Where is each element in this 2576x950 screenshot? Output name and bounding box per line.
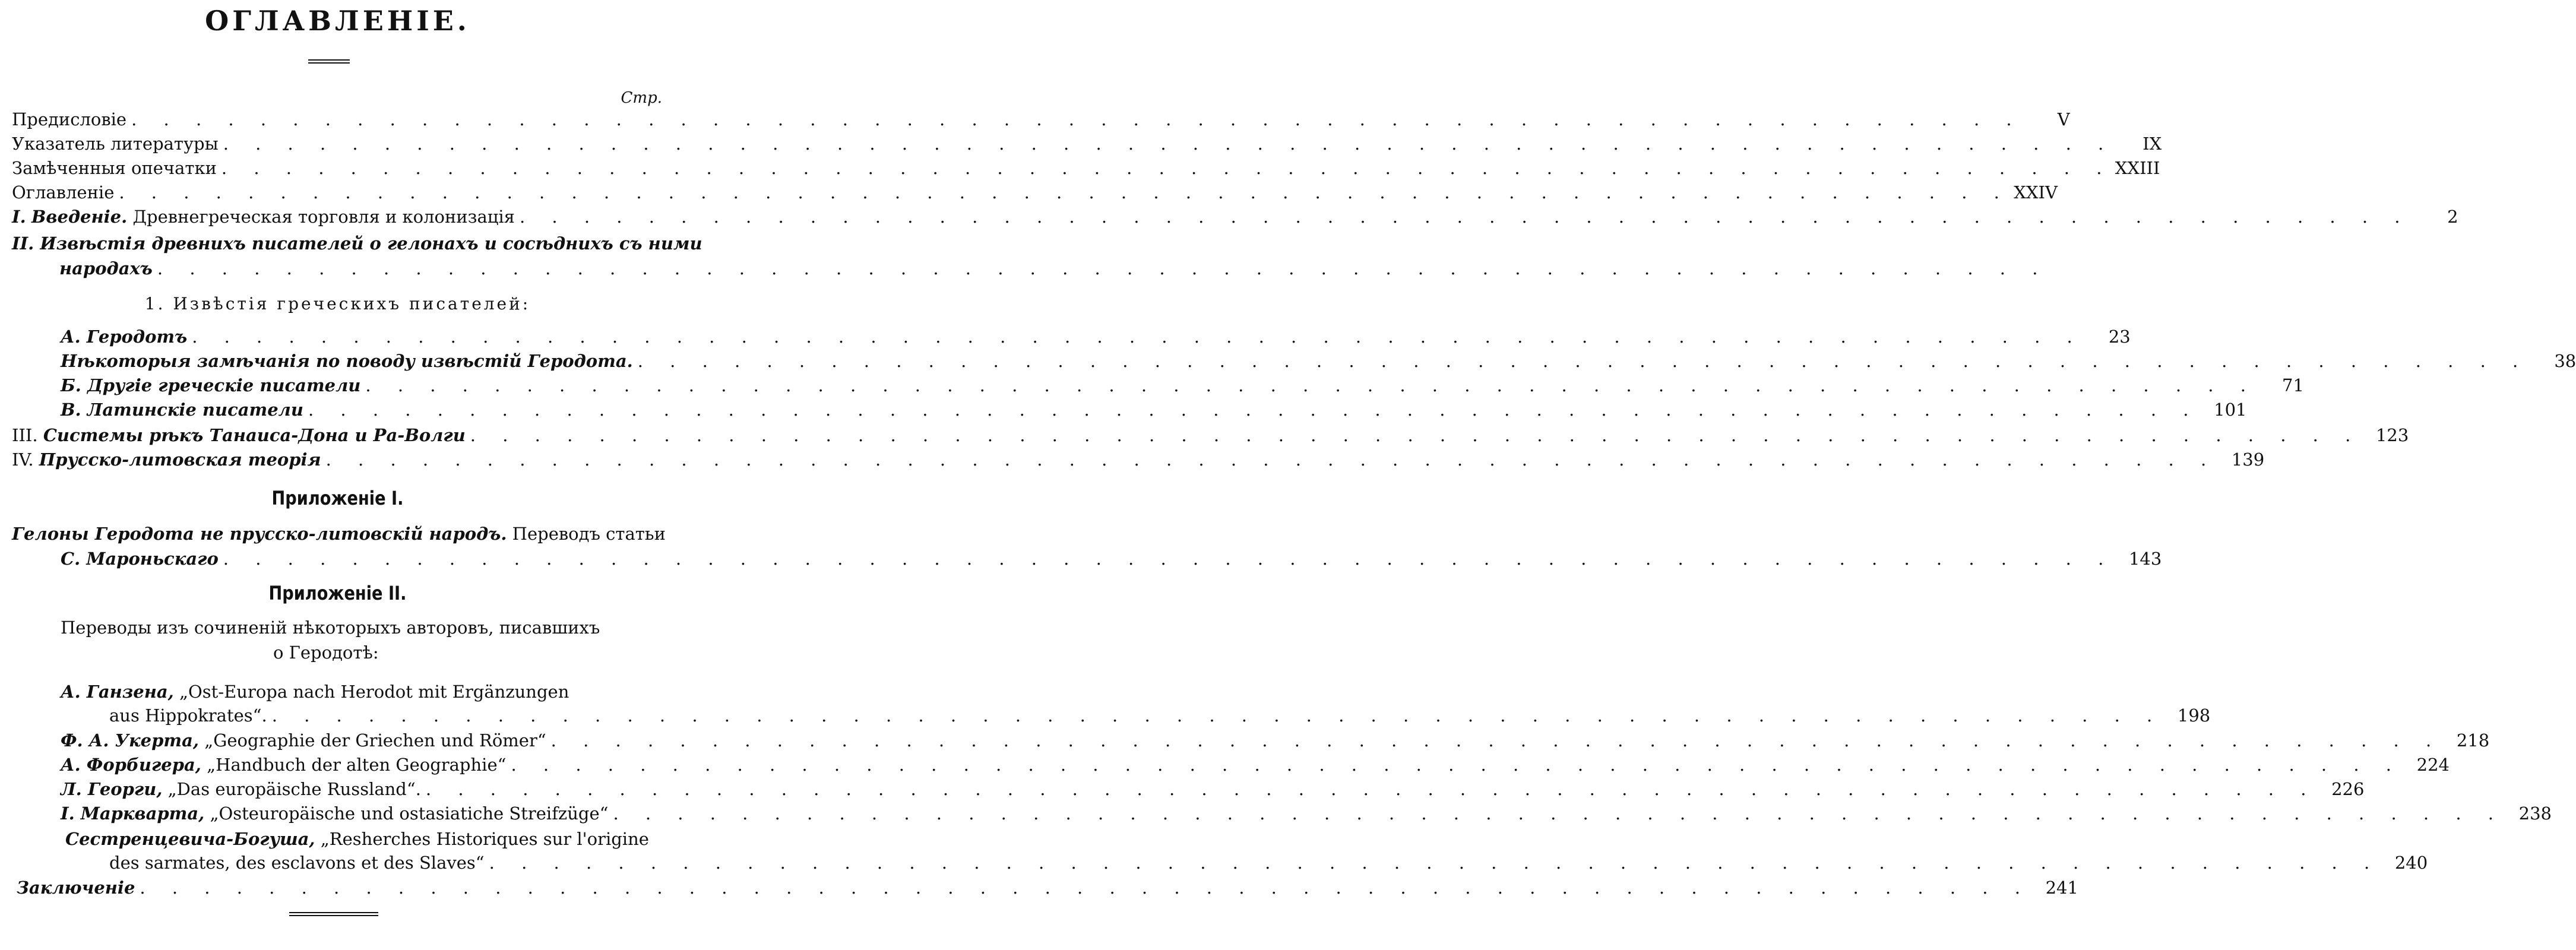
toc-entry-errata xyxy=(12,158,2160,179)
entry-page: 241 xyxy=(2045,878,2078,898)
toc-entry-appendix-1 xyxy=(61,549,2162,570)
toc-entry-conclusion xyxy=(17,878,2078,899)
entry-page: XXIII xyxy=(2115,158,2160,178)
entry-title-cont: des sarmates, des esclavons et des Slaves“ xyxy=(109,853,485,873)
entry-page: 23 xyxy=(2108,327,2131,347)
entry-label: Нѣкоторыя замѣчанія по поводу извѣстій Геродота. xyxy=(61,351,633,371)
toc-entry-forbiger xyxy=(61,755,2450,776)
toc-entry-georgi xyxy=(61,779,2365,800)
entry-page: 38 xyxy=(2554,351,2576,371)
toc-entry-preface xyxy=(12,109,2070,131)
entry-page: 224 xyxy=(2416,755,2450,775)
end-divider xyxy=(289,912,378,916)
page-title: ОГЛАВЛЕНІЕ. xyxy=(205,5,470,37)
entry-label: Оглавленіе xyxy=(12,182,115,202)
entry-page: 71 xyxy=(2282,375,2304,395)
leader-dots xyxy=(217,158,2113,178)
chapter-title: Системы рѣкъ Танаиса-Дона и Ра-Волги xyxy=(43,425,466,445)
entry-label: Указатель литературы xyxy=(12,134,219,154)
entry-title: „Handbuch der alten Geographie“ xyxy=(207,755,507,775)
toc-entry-hansen xyxy=(61,682,569,702)
toc-entry-latin-writers xyxy=(61,400,2247,421)
chapter-title-cont: народахъ xyxy=(59,258,153,278)
appendix-2-intro: Переводы изъ сочиненій нѣкоторыхъ авторовъ, писавшихъ xyxy=(61,618,600,638)
appendix-1-title: Гелоны Геродота не прусско-литовскій народъ. xyxy=(12,524,507,544)
leader-dots xyxy=(219,549,2115,569)
entry-author: Сестренцевича-Богуша, xyxy=(65,829,315,849)
entry-title: „Geographie der Griechen und Römer“ xyxy=(204,730,546,750)
entry-label: С. Мароньскаго xyxy=(61,549,219,569)
toc-entry-siestrzencewicz xyxy=(65,829,649,849)
toc-entry-chapter-3 xyxy=(12,425,2409,446)
entry-page: 218 xyxy=(2456,730,2490,750)
entry-label: А. Геродотъ xyxy=(61,327,188,347)
chapter-number: IV. xyxy=(12,449,34,470)
chapter-subtitle: Древнегреческая торговля и колонизація xyxy=(132,207,515,227)
appendix-2-intro-cont: о Геродотѣ: xyxy=(273,642,379,663)
toc-entry-chapter-2-cont xyxy=(59,258,662,280)
leader-dots xyxy=(303,400,2200,420)
toc-entry-ukert xyxy=(61,730,2490,752)
leader-dots xyxy=(187,327,2083,347)
entry-page: 238 xyxy=(2518,803,2552,824)
entry-author: А. Форбигера, xyxy=(61,755,201,775)
toc-entry-contents xyxy=(12,182,2058,204)
section-subheading: 1. Извѣстія греческихъ писателей: xyxy=(144,294,531,314)
entry-page: 143 xyxy=(2128,549,2162,569)
leader-dots xyxy=(421,779,2317,799)
title-divider xyxy=(308,59,350,64)
entry-page: 101 xyxy=(2214,400,2247,420)
leader-dots xyxy=(321,449,2217,470)
toc-entry-hansen-cont xyxy=(109,705,2211,727)
chapter-title: Извѣстія древнихъ писателей о гелонахъ и сосѣднихъ съ ними xyxy=(40,233,702,254)
leader-dots xyxy=(608,803,2504,824)
entry-page: 139 xyxy=(2231,449,2265,470)
entry-page: XXIV xyxy=(2014,182,2058,202)
toc-entry-chapter-2 xyxy=(12,233,702,254)
chapter-title: Введеніе. xyxy=(31,207,128,227)
entry-page: V xyxy=(2057,109,2070,129)
entry-title: „Resherches Historiques sur l'origine xyxy=(320,829,649,849)
chapter-number: III. xyxy=(12,425,38,445)
leader-dots xyxy=(506,755,2402,775)
entry-author: Л. Георги, xyxy=(61,779,163,799)
leader-dots xyxy=(546,730,2442,750)
appendix-2-heading: Приложеніе II. xyxy=(268,582,407,604)
leader-dots xyxy=(267,705,2163,726)
page-column-header: Стр. xyxy=(621,89,662,107)
entry-title: „Ost-Europa nach Herodot mit Ergänzungen xyxy=(179,682,569,702)
leader-dots xyxy=(219,134,2115,154)
leader-dots xyxy=(633,351,2529,371)
leader-dots xyxy=(153,258,2049,278)
leader-dots xyxy=(360,375,2257,395)
toc-entry-chapter-4 xyxy=(12,449,2265,471)
toc-entry-literature xyxy=(12,134,2162,155)
entry-page: 123 xyxy=(2375,425,2409,445)
leader-dots xyxy=(485,853,2381,873)
entry-page: 226 xyxy=(2331,779,2365,799)
leader-dots xyxy=(135,878,2031,898)
entry-title-cont: aus Hippokrates“. xyxy=(109,705,267,726)
entry-author: І. Маркварта, xyxy=(61,803,205,824)
entry-page: 240 xyxy=(2394,853,2428,873)
entry-label: Замѣченныя опечатки xyxy=(12,158,217,178)
chapter-number: I. xyxy=(12,207,26,227)
chapter-number: II. xyxy=(12,233,34,254)
entry-title: „Das europäische Russland“. xyxy=(167,779,421,799)
leader-dots xyxy=(515,207,2411,227)
toc-entry-siestrzencewicz-cont xyxy=(109,853,2428,874)
entry-label: В. Латинскіе писатели xyxy=(61,400,303,420)
toc-entry-marquart xyxy=(61,803,2552,825)
chapter-title: Прусско-литовская теорія xyxy=(39,449,321,470)
leader-dots xyxy=(126,109,2023,129)
appendix-1-heading: Приложеніе I. xyxy=(271,487,404,509)
toc-entry-chapter-1 xyxy=(12,207,2458,228)
entry-title: „Osteuropäische und ostasiatiche Streifzüge“ xyxy=(210,803,609,824)
toc-entry-herodotus xyxy=(61,327,2131,348)
appendix-1-line xyxy=(12,524,666,544)
entry-label: Предисловіе xyxy=(12,109,127,129)
leader-dots xyxy=(466,425,2362,445)
entry-page: 198 xyxy=(2177,705,2211,726)
entry-label: Б. Другіе греческіе писатели xyxy=(61,375,361,395)
leader-dots xyxy=(114,182,2010,202)
entry-author: А. Ганзена, xyxy=(61,682,174,702)
entry-page: IX xyxy=(2143,134,2162,154)
toc-entry-remarks xyxy=(61,351,2576,372)
entry-page: 2 xyxy=(2447,207,2458,227)
entry-label: Заключеніе xyxy=(17,878,135,898)
appendix-1-note: Переводъ статьи xyxy=(512,524,666,544)
entry-author: Ф. А. Укерта, xyxy=(61,730,199,750)
toc-entry-greek-writers xyxy=(61,375,2304,397)
